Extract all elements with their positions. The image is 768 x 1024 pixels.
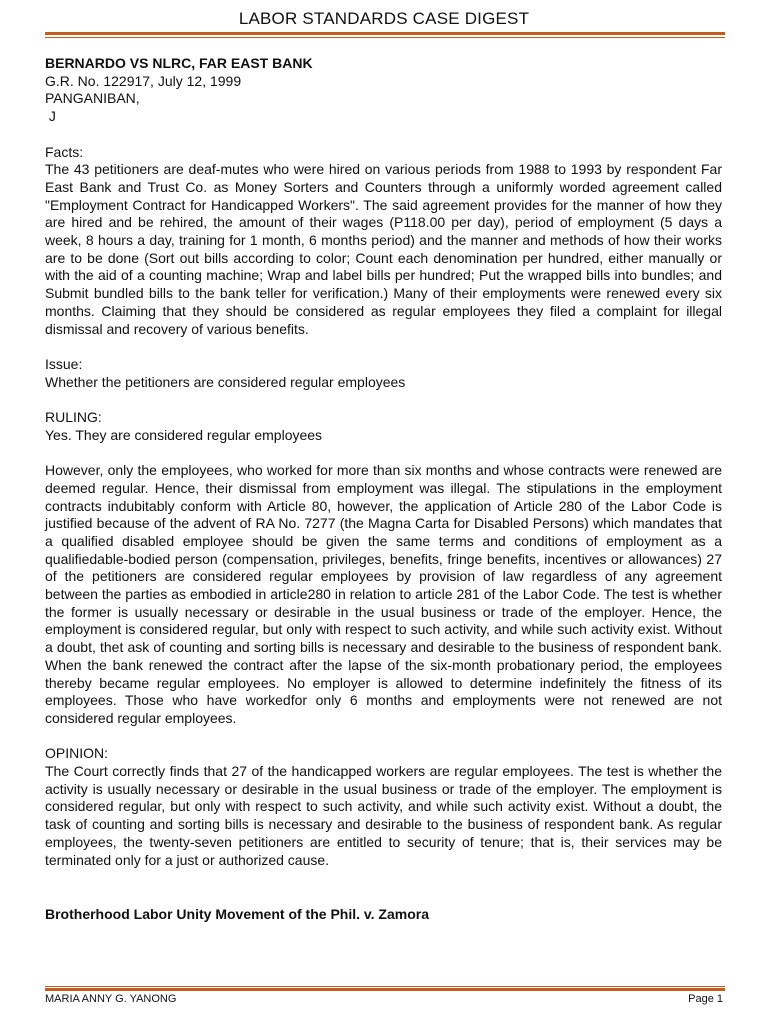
header-rule [45, 32, 725, 35]
ruling-text: However, only the employees, who worked for more than six months and whose contracts were renewed are deemed regular. Hence, their dismissal from employment was illegal. The stipulations in the employment contracts indubitably conform with Article 80, however, the application of Article 280 of the Labor Code is justified because of the advent of RA No. 7277 (the Magna Carta for Disabled Persons) which mandates that a qualified disabled employee should be given the same terms and conditions of employment as a qualifiedable-bodied person (compensation, privileges, benefits, fringe benefits, incentives or allowances) 27 of the petitioners are considered regular employees by provision of law regardless of any agreement between the parties as embodied in article280 in relation to article 281 of the Labor Code. The test is whether the former is usually necessary or desirable in the usual business or trade of the employer. Hence, the employment is considered regular, but only with respect to such activity, and while such activity exist. Without a doubt, thet ask of counting and sorting bills is necessary and desirable to the business of respondent bank. When the bank renewed the contract after the lapse of the six-month probationary period, the employees thereby became regular employees. No employer is allowed to determine indefinitely the fitness of its employees. Those who have workedfor only 6 months and employments were not renewed are not considered regular employees. [45, 462, 722, 726]
footer-page-number: Page 1 [688, 993, 723, 1005]
facts-text: The 43 petitioners are deaf-mutes who were hired on various periods from 1988 to 1993 by respondent Far East Bank and Trust Co. as Money Sorters and Counters through a uniformly worded agreement called "Employment Contract for Handicapped Workers". The said agreement provides for the manner of how they are hired and be rehired, the amount of their wages (P118.00 per day), period of employment (5 days a week, 8 hours a day, training for 1 month, 6 months period) and the manner and methods of how their works are to be done (Sort out bills according to color; Count each denomination per hundred, either manually or with the aid of a counting machine; Wrap and label bills per hundred; Put the wrapped bills into bundles; and Submit bundled bills to the bank teller for verification.) Many of their employments were renewed every six months. Claiming that they should be considered as regular employees they filed a complaint for illegal dismissal and recovery of various benefits. [45, 161, 722, 337]
case-ponente: PANGANIBAN, [45, 90, 140, 107]
opinion-label: OPINION: [45, 745, 109, 762]
footer-author: MARIA ANNY G. YANONG [45, 993, 177, 1005]
ruling-answer: Yes. They are considered regular employees [45, 426, 323, 443]
facts-label: Facts: [45, 143, 84, 160]
page-header-title: LABOR STANDARDS CASE DIGEST [238, 9, 530, 28]
footer-rule [45, 988, 725, 991]
issue-label: Issue: [45, 355, 83, 372]
opinion-text: The Court correctly finds that 27 of the handicapped workers are regular employees. The test is whether the activity is usually necessary or desirable in the usual business or trade of the employer. The employment is considered regular, but only with respect to such activity, and while such activity exist. Without a doubt, the task of counting and sorting bills is necessary and desirable to the business of respondent bank. As regular employees, the twenty-seven petitioners are entitled to security of tenure; that is, their services may be terminated only for a just or authorized cause. [45, 763, 722, 868]
next-case-title: Brotherhood Labor Unity Movement of the Phil. v. Zamora [45, 905, 429, 922]
footer-rule-thin [45, 986, 725, 987]
issue-text: Whether the petitioners are considered regular employees [45, 373, 406, 390]
document-body [45, 55, 722, 924]
case-gr-number: G.R. No. 122917, July 12, 1999 [45, 72, 242, 89]
header-rule-thin [45, 37, 725, 38]
case-ponente-suffix: J [45, 108, 56, 125]
ruling-label: RULING: [45, 409, 102, 426]
case-title: BERNARDO VS NLRC, FAR EAST BANK [45, 55, 313, 71]
